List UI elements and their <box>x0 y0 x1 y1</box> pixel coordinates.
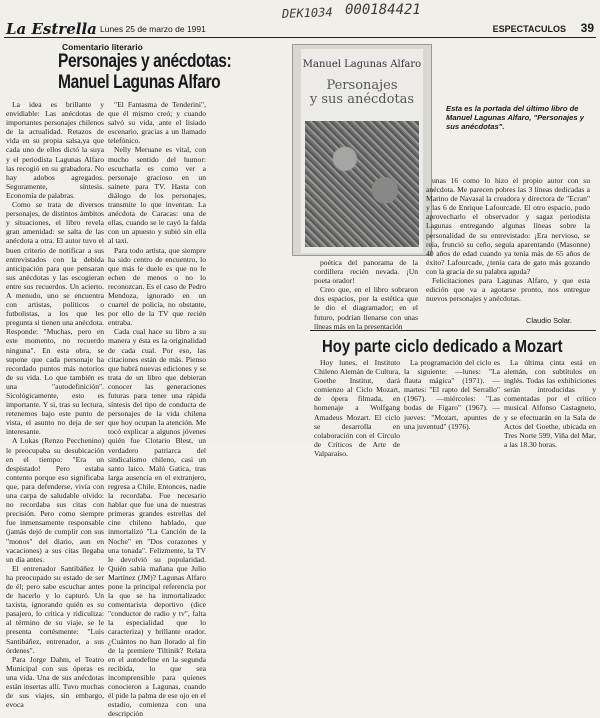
article-column-3 <box>314 258 418 331</box>
paragraph: Felicitaciones para Lagunas Alfaro, y que esta edición que va a agotarse pronto, nos entregue nuevos personajes y anécdotas. <box>426 276 590 304</box>
paragraph: Hoy lunes, el Instituto Chileno Alemán de Cultura, Goethe Institut, dará comienzo al Ciclo Mozart, de ópera filmada, en homenaje a Wolfgang Amadeus Mozart. El ciclo se desarrolla en colaboración con el Círculo de Críticos de Arte de Valparaíso. <box>314 358 400 458</box>
book-cover-photo <box>292 44 432 256</box>
author-signature: Claudio Solar. <box>526 316 573 325</box>
book-cover-illustration <box>305 121 419 247</box>
book-cover-title <box>301 79 423 107</box>
issue-date: Lunes 25 de marzo de 1991 <box>100 24 206 34</box>
mozart-column-1 <box>314 358 400 458</box>
paragraph: Como se trata de diversos personajes, de distintos ámbitos y situaciones, el libro revela gran amenidad: se salta de las anécdota a otra. El autor tuvo el buen criterio de notificar a sus entrevistados con la debida anticipación para que pensaran sus anécdotas y las escogieran entre sus recuerdos. Un acierto. A menudo, uno se encuentra con artistas, políticos o futbolistas, a los que les pregunta si tienen una anécdota. Responde: "Muchas, pero en este momento, no recuerdo ninguna". En esta obra, se supone que cada personaje ha recordado puntos más notorios de su vida. Lo que también es una "autodefinición". Sicológicamente, esto es importante. Y si, tras su lectura, retenemos bajo este punto de vista, el asunto no deja de ser interesante. <box>6 200 104 437</box>
article-column-4 <box>426 176 590 316</box>
paragraph: "El Fantasma de Tenderini", que él mismo creó; y cuando salvó su vida, ante el lisiado escenario, gracias a un llamado telefónico. <box>108 100 206 146</box>
article-column-1 <box>6 100 104 710</box>
headline-line-2: Manuel Lagunas Alfaro <box>58 72 221 93</box>
book-cover-author: Manuel Lagunas Alfaro <box>302 59 422 70</box>
headline-line-1: Personajes y anécdotas: <box>58 51 232 72</box>
newspaper-name: La Estrella <box>6 20 97 38</box>
paragraph: La programación del ciclo es la siguiente: —lunes: "La flauta mágica" (1971). —martes: "El rapto del Serrallo" (1967). —miércoles: "Las bodas de Fígaro" (1967). —jueves: "Mozart, apuntes de una juventud" (1976). <box>404 358 500 431</box>
archive-stamp-number: 000184421 <box>345 2 421 18</box>
article-headline <box>58 51 255 93</box>
paragraph: Nelly Meruane es vital, con mucho sentido del humor: escucharla es como ver a personaje gracioso en un sainete para TV. Hasta con diálogo de los personajes, transmite lo que inventan. La anécdota de Caracas: una de ellas, cuando se le cayó la falda con un apuesto y subió sin ella al taxi. <box>108 145 206 246</box>
masthead <box>4 22 596 38</box>
mozart-column-2 <box>404 358 500 442</box>
paragraph: Para todo artista, que siempre ha sido centro de encuentro, lo que más le duele es que no le echen de menos o no lo reconozcan. Es el caso de Pedro Mendoza, ignorado en un cuartel de policía, no obstante, por ello de la TV que recién entraba. <box>108 245 206 328</box>
book-title-line-2: y sus anécdotas <box>309 92 415 107</box>
archive-stamp-code: DEK1034 <box>281 5 333 21</box>
article-kicker: Comentario literario <box>62 42 143 52</box>
article-column-2 <box>108 100 206 718</box>
paragraph: poética del panorama de la cordillera recién nevada. ¡Un poeta orador! <box>314 258 418 286</box>
paragraph: Creo que, en el libro sobraron dos espacios, por la estética que le dio el diagramador; en el futuro, podrían llenarse con unas líneas más en la presentación <box>314 285 418 331</box>
book-cover <box>301 49 423 253</box>
photo-caption: Esta es la portada del último libro de Manuel Lagunas Alfaro, "Personajes y sus anécdotas". <box>446 104 584 131</box>
section-name: ESPECTACULOS <box>492 24 566 34</box>
paragraph: A Lukas (Renzo Pecchenino) le preocupaba su desubicación en el tiempo: "Era un despistado! Pero estaba contento porque eso significaba que, para defenderse, vivía con una carpa de saludable olvido: no recordaba sus citas con precisión. Pero como siempre fue inmensamente responsable (jamás dejó de cumplir con sus "monos" del diario, aun en vacaciones) a sus citas llegaba un día antes. <box>6 436 104 564</box>
paragraph: El entrenador Santibáñez le ha preocupado su estado de ser de él; pero sabe escuchar antes de hacerlo y lo capturó. Un taxista, ignorando quién es su pasajero, lo critica y ridiculiza: al término de su viaje, se le presenta cortésmente: "Luis Santibáñez, entrenador, a sus órdenes". <box>6 563 104 655</box>
paragraph: Cada cual hace su libro a su manera y ésta es la originalidad de cada cual. Por eso, las citaciones están de más. Pienso que habrá nuevas ediciones y se trata de un libro que debieran conocer las generaciones futuras para tener una rápida síntesis del tipo de conducta de personajes de la vida chilena que hoy ocupan la atención. Me tocó explicar a algunos jóvenes quién fue Clotario Blest, un verdadero patriarca del sindicalismo chileno, casi un santo laico. Malú Gatica, tras larga ausencia en el extranjero, regresa a Chile. Entonces, nadie la recordaba. Fue necesario hablar que fue una de nuestras primeras grandes estrellas del cine chileno hablado, que inmortalizó "La Canción de la Noche" en "Dos corazones y una tonada". Felizmente, la TV le devolvió su popularidad. Quién sabía mañana que Julio Martínez (JM)? Lagunas Alfaro pone la principal referencia por la que se ha inmortalizado: comentarista deportivo (dice "conductor de radio y tv", falta la especialidad que lo caracteriza) y brillante orador. ¿Cuántos no han llorado al fin de la premiere Tiltinik? Relata en el autodefine en la segunda recibida, lo que sea incomprensible para quienes conocieron a Lagunas, cuando él pide la palma de ese ojo en el estadio, comienza con una descripción <box>108 327 206 718</box>
mozart-column-3 <box>504 358 596 449</box>
paragraph: La idea es brillante y envidiable: Las anécdotas de importantes personajes chilenos de la actualidad. Retazos de vida en su propia salsa,ya que cada uno de ellos dictó la suya y el periodista Lagunas Alfaro las recogió en su grabadora. No hay adobos agregados. Seguramente, síntesis. Economía de palabras. <box>6 100 104 200</box>
page-number: 39 <box>580 21 594 35</box>
book-title-line-1: Personajes <box>326 78 398 93</box>
paragraph: unas 16 como lo hizo el propio autor con su anécdota. Me parecen pobres las 3 líneas dedicadas a Marino de Navasal la creadora y directora de "Ecran" y las 6 de Enrique Lafourcade. El otro espacio, pudo aprovecharlo el observador y sagaz periodista Lagunas entregando algunas líneas sobre la personalidad de su entrevistado: ¡Era nervioso, se reía, frunció su ceño, seguía aparentando (Masonne) 40 años de edad cuando ya tenía más de 65 años de éxito? Lafourcade, ¿tenía cara de gato más gozando con la gracia de su palabra aguda? <box>426 176 590 276</box>
paragraph: Para Jorge Dahm, el Teatro Municipal con sus óperas es una vida. Una de sus anécdotas están insertas allí. Tuvo muchas de sus viajes, sin embargo, evoca <box>6 654 104 710</box>
mozart-headline: Hoy parte ciclo dedicado a Mozart <box>322 336 563 356</box>
paragraph: La última cinta está en alemán, con subtítulos en inglés. Todas las exhibiciones serán introducidas y comentadas por el crítico musical Alfonso Castagneto, y se efectuarán en la Sala de Actos del Goethe, ubicada en Tres Norte 599, Viña del Mar, a las 18.30 horas. <box>504 358 596 449</box>
section-divider <box>310 330 596 331</box>
